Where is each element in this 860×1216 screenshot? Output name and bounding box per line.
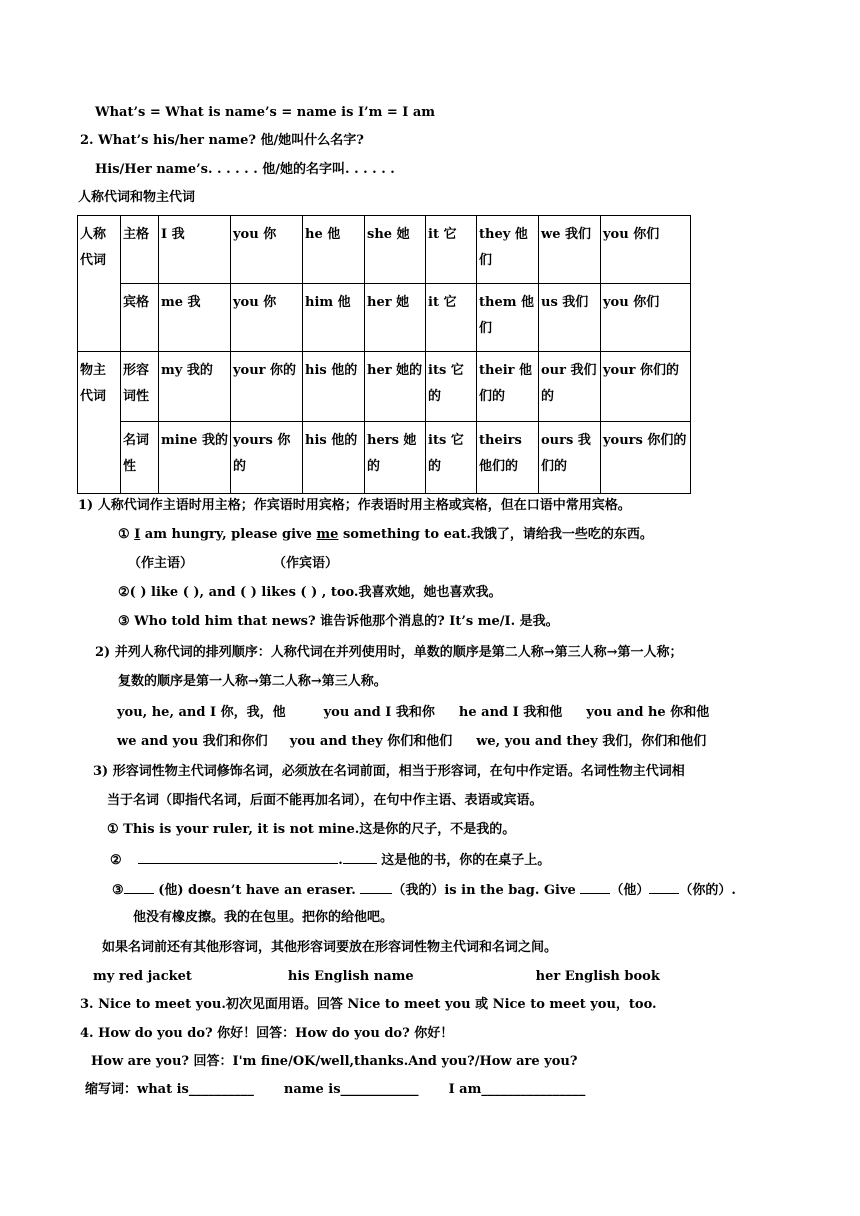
- rule-3: 3) 形容词性物主代词修饰名词，必须放在名词前面，相当于形容词，在句中作定语。名词性物主代词相: [93, 764, 685, 779]
- example-text: （你的）.: [679, 883, 736, 898]
- rule-3g: 如果名词前还有其他形容词，其他形容词要放在形容词性物主代词和名词之间。: [102, 940, 558, 955]
- example-3e: [112, 881, 736, 899]
- abbr-item: what is__________: [137, 1082, 254, 1097]
- table-cell: you 你: [231, 216, 303, 284]
- rule-2: 2) 并列人称代词的排列顺序：人称代词在并列使用时，单数的顺序是第二人称→第三人称→第一人称；: [95, 645, 683, 660]
- contraction-line: What’s = What is name’s = name is I’m = I am: [95, 105, 436, 120]
- rule-2-cont: 复数的顺序是第一人称→第二人称→第三人称。: [118, 674, 387, 689]
- answer-blank[interactable]: [343, 851, 377, 864]
- table-cell: my 我的: [159, 352, 231, 422]
- table-cell: hers 她的: [365, 422, 426, 494]
- answer-blank[interactable]: [360, 881, 392, 894]
- example-text: .: [338, 853, 343, 868]
- table-cell: theirs 他们的: [477, 422, 539, 494]
- example-text: something to eat.我饿了，请给我一些吃的东西。: [338, 527, 653, 542]
- table-row: [78, 216, 691, 284]
- example-text: 这是他的书，你的在桌子上。: [376, 853, 551, 868]
- underlined-word: I: [134, 527, 141, 542]
- table-cell: she 她: [365, 216, 426, 284]
- question-his-her-name: 2. What’s his/her name? 他/她叫什么名字?: [80, 133, 364, 148]
- circle-number: ①: [118, 527, 130, 542]
- table-cell: us 我们: [539, 284, 601, 352]
- table-cell: mine 我的: [159, 422, 231, 494]
- example-text: am hungry, please give: [140, 527, 317, 542]
- table-cell: his 他的: [303, 352, 365, 422]
- table-cell: his 他的: [303, 422, 365, 494]
- table-cell: them 他们: [477, 284, 539, 352]
- answer-blank[interactable]: [580, 881, 610, 894]
- example-text: we and you 我们和你们: [117, 734, 268, 749]
- label-subject: （作主语）: [128, 556, 194, 571]
- table-cell: me 我: [159, 284, 231, 352]
- table-cell: they 他们: [477, 216, 539, 284]
- row-label: 宾格: [121, 284, 159, 352]
- example-text: he and I 我和他: [458, 705, 563, 720]
- example-text: (他) doesn’t have an eraser.: [158, 883, 361, 898]
- example-text: you, he, and I 你，我，他: [117, 705, 286, 720]
- example-3f: 他没有橡皮擦。我的在包里。把你的给他吧。: [133, 910, 394, 925]
- table-cell: you 你们: [601, 216, 691, 284]
- answer-blank[interactable]: [138, 851, 338, 864]
- rule-1: 1) 人称代词作主语时用主格；作宾语时用宾格；作表语时用主格或宾格，但在口语中常用宾格。: [78, 498, 631, 513]
- table-cell: your 你的: [231, 352, 303, 422]
- row-label: 名词性: [121, 422, 159, 494]
- subject-object-labels: [128, 556, 338, 572]
- table-cell: their 他们的: [477, 352, 539, 422]
- example-text: his English name: [287, 969, 414, 984]
- abbr-item: I am________________: [448, 1082, 586, 1097]
- example-2d: [117, 734, 706, 750]
- table-cell: yours 你的: [231, 422, 303, 494]
- table-cell: it 它: [426, 216, 477, 284]
- row-label: 主格: [121, 216, 159, 284]
- abbreviation-line: [85, 1082, 585, 1098]
- item-3: 3. Nice to meet you.初次见面用语。回答 Nice to meet you 或 Nice to meet you，too.: [80, 997, 657, 1012]
- item-4-cont: How are you? 回答：I'm fine/OK/well,thanks.And you?/How are you?: [91, 1054, 578, 1069]
- table-cell: he 他: [303, 216, 365, 284]
- item-4: 4. How do you do? 你好！回答：How do you do? 你好！: [80, 1026, 454, 1041]
- table-row: [78, 284, 691, 352]
- table-row: [78, 352, 691, 422]
- label-object: （作宾语）: [273, 556, 339, 571]
- table-cell: ours 我们的: [539, 422, 601, 494]
- group-label-personal: 人称代词: [78, 216, 121, 352]
- answer-blank[interactable]: [649, 881, 679, 894]
- table-cell: her 她: [365, 284, 426, 352]
- circle-number: ③: [112, 883, 124, 898]
- rule-3-cont: 当于名词（即指代名词，后面不能再加名词），在句中作主语、表语或宾语。: [107, 793, 543, 808]
- table-cell: it 它: [426, 284, 477, 352]
- answer-his-her-name: His/Her name’s. . . . . . 他/她的名字叫. . . . . .: [95, 162, 395, 177]
- example-text: her English book: [535, 969, 660, 984]
- table-cell: its 它的: [426, 422, 477, 494]
- table-cell: her 她的: [365, 352, 426, 422]
- abbr-item: name is____________: [283, 1082, 419, 1097]
- group-label-possessive: 物主代词: [78, 352, 121, 494]
- underlined-word: me: [316, 527, 339, 542]
- circle-number: ②: [110, 853, 122, 868]
- example-text: my red jacket: [93, 969, 192, 984]
- table-cell: its 它的: [426, 352, 477, 422]
- example-1c: ③ Who told him that news? 谁告诉他那个消息的? It’s me/I. 是我。: [118, 614, 559, 629]
- table-cell: I 我: [159, 216, 231, 284]
- table-cell: you 你们: [601, 284, 691, 352]
- example-text: you and he 你和他: [586, 705, 710, 720]
- example-text: （他）: [610, 883, 650, 898]
- table-cell: our 我们的: [539, 352, 601, 422]
- example-text: we, you and they 我们，你们和他们: [476, 734, 707, 749]
- section-title: 人称代词和物主代词: [78, 190, 196, 205]
- row-label: 形容词性: [121, 352, 159, 422]
- table-row: [78, 422, 691, 494]
- table-cell: your 你们的: [601, 352, 691, 422]
- example-3c: ① This is your ruler, it is not mine.这是你的尺子，不是我的。: [107, 822, 516, 837]
- table-cell: we 我们: [539, 216, 601, 284]
- example-1b: ②( ) like ( ), and ( ) likes ( ) , too.我喜欢她，她也喜欢我。: [118, 585, 502, 600]
- example-3d: [110, 851, 550, 869]
- example-3h: [93, 969, 660, 985]
- example-text: you and they 你们和他们: [289, 734, 453, 749]
- example-text: （我的）is in the bag. Give: [392, 883, 581, 898]
- example-2c: [117, 705, 709, 721]
- table-cell: you 你: [231, 284, 303, 352]
- abbr-label: 缩写词：: [85, 1082, 138, 1097]
- table-cell: yours 你们的: [601, 422, 691, 494]
- answer-blank[interactable]: [124, 881, 154, 894]
- table-cell: him 他: [303, 284, 365, 352]
- pronoun-table: [77, 215, 691, 494]
- example-text: you and I 我和你: [323, 705, 435, 720]
- example-1a: [118, 527, 653, 543]
